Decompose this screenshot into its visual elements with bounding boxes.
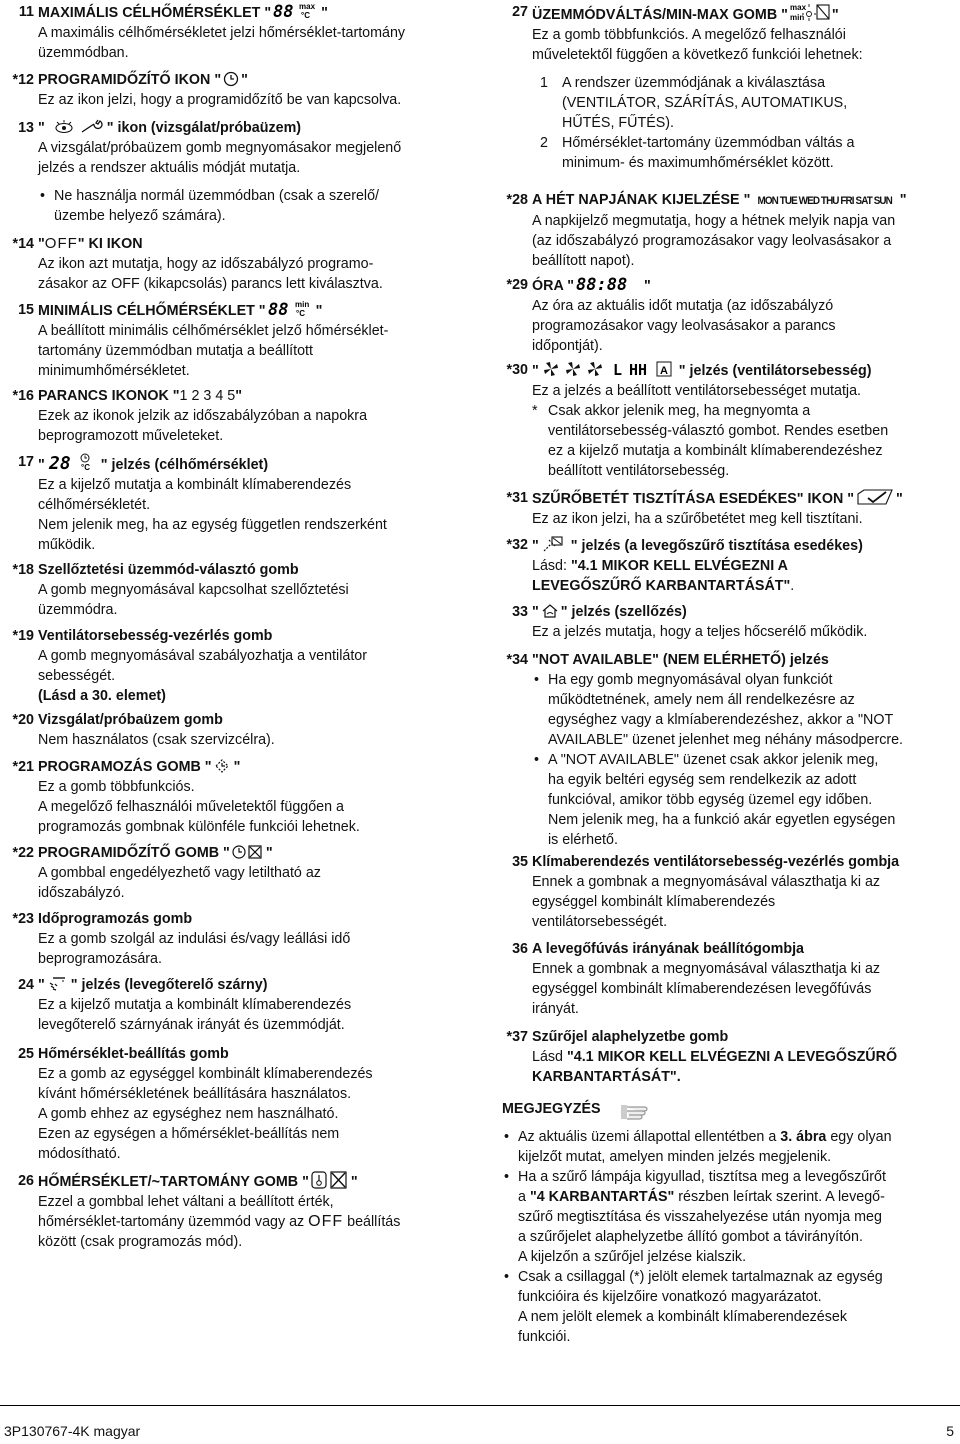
timer-onoff-icon xyxy=(232,844,264,860)
weekday-display: MON TUE WED THU FRI SAT SUN xyxy=(757,195,893,207)
svg-text:28: 28 xyxy=(48,453,71,472)
inspection-icon xyxy=(53,119,75,135)
item-35: 35 Klímaberendezés ventilátorsebesség-vezérlés gombja Ennek a gombnak a megnyomásával választhatja ki az egységgel kombinált klímaberendezés ventilátorsebességét. xyxy=(512,854,900,930)
item-16: *16 PARANCS IKONOK "1 2 3 4 5" Ezek az ikonok jelzik az időszabályzóban a napokra beprogramozott műveleteket. xyxy=(12,388,368,444)
svg-text:L: L xyxy=(612,361,622,378)
note-item: • Ha a szűrő lámpája kigyullad, tisztítsa meg a levegőszűrőt a "4 KARBANTARTÁS" részben leírtak szerint. A levegő- szűrő megtisztítása és visszahelyezése után nyomja meg a szűrőjelet alaphelyzetbe állító gombot a távirányítón. A kijelzőn a szűrőjel jelzése kialszik. xyxy=(504,1169,886,1265)
item-31: *31 SZŰRŐBETÉT TISZTÍTÁSA ESEDÉKES" IKON " " Ez az ikon jelzi, ha a szűrőbetétet meg kell tisztítani. xyxy=(506,490,903,527)
wrench-icon xyxy=(79,119,105,135)
item-28: *28 A HÉT NAPJÁNAK KIJELZÉSE " MON TUE WED THU FRI SAT SUN " A napkijelző megmutatja, hogy a hétnek melyik napja van (az időszabályzó programozásakor vagy leolvasásakor a beállított napot). xyxy=(506,192,907,269)
temp-range-icon xyxy=(311,1171,349,1189)
item-13: 13 " " ikon (vizsgálat/próbaüzem) A vizsgálat/próbaüzem gomb megnyomásakor megjelenő jelzés a rendszer aktuális módját mutatja. • Ne használja normál üzemmódban (csak a szerelő/ üzembe helyező számára). xyxy=(18,120,402,224)
notes-list xyxy=(494,1127,960,1347)
svg-text:A: A xyxy=(659,365,668,377)
svg-text:min: min xyxy=(789,13,805,22)
item-15: 15 MINIMÁLIS CÉLHŐMÉRSÉKLET " 88 min °C " A beállított minimális célhőmérséklet jelző hőmérséklet- tartomány üzemmódban mutatja a beállított minimumhőmérsékletet. xyxy=(18,300,389,379)
item-14: *14 "OFF" KI IKON Az ikon azt mutatja, hogy az időszabályzó programo- zásakor az OFF (kikapcsolás) parancs lett kiválasztva. xyxy=(12,235,383,292)
footer-divider xyxy=(0,1405,960,1406)
clock-display-icon xyxy=(576,275,642,293)
off-symbol: OFF xyxy=(308,1213,344,1230)
item-23: *23 Időprogramozás gomb Ez a gomb szolgál az indulási és/vagy leállási idő beprogramozására. xyxy=(12,911,351,967)
item-25: 25 Hőmérséklet-beállítás gomb Ez a gomb az egységgel kombinált klímaberendezés kívánt hőmérsékletének beállítására használatos. A gomb ehhez az egységhez nem használható. Ezen az egységen a hőmérséklet-beállítás nem módosítható. xyxy=(18,1046,373,1162)
item-32: *32 " " jelzés (a levegőszűrő tisztítása esedékes) Lásd: "4.1 MIKOR KELL ELVÉGEZNI A LEVEGŐSZŰRŐ KARBANTARTÁSÁT". xyxy=(506,537,863,594)
item-37: *37 Szűrőjel alaphelyzetbe gomb Lásd "4.1 MIKOR KELL ELVÉGEZNI A LEVEGŐSZŰRŐ KARBANTARTÁSÁT". xyxy=(506,1029,898,1085)
mode-minmax-icon xyxy=(790,2,830,22)
off-symbol: OFF xyxy=(44,235,78,252)
note-item: • Az aktuális üzemi állapottal ellentétben a 3. ábra egy olyan kijelzőt mutat, amelyen minden jelzés megjelenik. xyxy=(504,1129,892,1165)
item-27: 27 ÜZEMMÓDVÁLTÁS/MIN-MAX GOMB " max min " Ez a gomb többfunkciós. A megelőző felhasználói műveletektől függően a következő funkciói lehetnek: 1 A rendszer üzemmódjának a kiválasztása (VENTILÁTOR, SZÁRÍTÁS, AUTOMATIKUS, HŰTÉS, FŰTÉS). 2 Hőmérséklet-tartomány üzemmódban váltás a minimum- és maximumhőmérséklet között. xyxy=(512,3,863,171)
item-34: *34 "NOT AVAILABLE" (NEM ELÉRHETŐ) jelzés • Ha egy gomb megnyomásával olyan funkciót működtetnének, amely nem áll rendelkezésre az egységhez vagy a klmíaberendezéshez, akkor a "NOT AVAILABLE" üzenet jelenhet meg néhány másodpercre. • A "NOT AVAILABLE" üzenet csak akkor jelenik meg, ha egyik beltéri egység sem rendelkezik az adott funkcióval, amikor több egység üzemel egy időben. Nem jelenik meg, ha a funkció akár egyetlen egységen is elérhető. xyxy=(506,652,904,848)
item-29: *29 ÓRA " 88:88 " Az óra az aktuális időt mutatja (az időszabályzó programozásakor vagy leolvasásakor a parancs időpontját). xyxy=(506,275,836,354)
svg-text:88: 88 xyxy=(273,2,294,20)
svg-text:°C: °C xyxy=(80,463,90,472)
item-24: 24 " " jelzés (levegőterelő szárny) Ez a kijelző mutatja a kombinált klímaberendezés levegőterelő szárnyának irányát és üzemmódját. xyxy=(18,977,352,1033)
max-temp-display-icon xyxy=(273,2,319,20)
ventilation-icon xyxy=(541,603,559,619)
command-numbers: 1 2 3 4 5 xyxy=(179,388,236,404)
item-33: 33 " " jelzés (szellőzés) Ez a jelzés mutatja, hogy a teljes hőcserélő működik. xyxy=(512,604,868,640)
item-22: *22 PROGRAMIDŐZÍTŐ GOMB " " A gombbal engedélyezhető vagy letiltható az időszabályzó. xyxy=(12,845,321,901)
svg-text:88: 88 xyxy=(267,300,289,318)
item-20: *20 Vizsgálat/próbaüzem gomb Nem használatos (csak szervizcélra). xyxy=(12,712,275,748)
louver-icon xyxy=(47,976,69,992)
notes-heading: MEGJEGYZÉS xyxy=(502,1101,601,1117)
note-item: • Csak a csillaggal (*) jelölt elemek tartalmaznak az egység funkcióira és kijelzőire vonatkozó magyarázatot. A nem jelölt elemek a kombinált klímaberendezések funkciói. xyxy=(504,1269,883,1345)
clock-icon xyxy=(223,71,239,87)
pointing-hand-icon xyxy=(620,1099,650,1126)
svg-text:min: min xyxy=(294,300,309,309)
page-number: 5 xyxy=(946,1423,954,1439)
item-26: 26 HŐMÉRSÉKLET/~TARTOMÁNY GOMB " " Ezzel a gombbal lehet váltani a beállított érték, hőmérséklet-tartomány üzemmód vagy az OFF beállítás között (csak programozás mód). xyxy=(18,1173,401,1250)
fan-speed-icon xyxy=(541,360,677,378)
min-temp-display-icon xyxy=(268,300,314,318)
target-temp-display-icon xyxy=(47,452,99,472)
programming-icon xyxy=(214,758,232,774)
item-36: 36 A levegőfúvás irányának beállítógombja Ennek a gombnak a megnyomásával választhatja ki az egységgel kombinált klímaberendezésen levegőfúvás irányát. xyxy=(512,941,881,1017)
svg-text:°C: °C xyxy=(301,11,311,20)
item-11: 11 MAXIMÁLIS CÉLHŐMÉRSÉKLET " 88 max °C " A maximális célhőmérsékletet jelzi hőmérséklet-tartomány üzemmódban. xyxy=(18,2,406,61)
item-19: *19 Ventilátorsebesség-vezérlés gomb A gomb megnyomásával szabályozhatja a ventilátor sebességét. (Lásd a 30. elemet) xyxy=(12,628,368,704)
item-21: *21 PROGRAMOZÁS GOMB " " Ez a gomb többfunkciós. A megelőző felhasználói műveletektől függően a programozás gombnak különféle funkciói lehetnek. xyxy=(12,759,360,835)
item-12: *12 PROGRAMIDŐZÍTŐ IKON " " Ez az ikon jelzi, hogy a programidőzítő be van kapcsolva. xyxy=(12,72,402,108)
filter-clean-icon xyxy=(856,488,894,506)
item-30: *30 " L HH A " jelzés (ventilátorsebesség) Ez a jelzés a beállított ventilátorsebességet mutatja. * Csak akkor jelenik meg, ha megnyomta a ventilátorsebesség-választó gombot. Rendes esetben ez a kijelző mutatja a kombinált klímaberendezéshez beállított ventilátorsebesség. xyxy=(506,361,889,479)
svg-text:max: max xyxy=(299,2,316,11)
svg-text:max: max xyxy=(789,3,806,12)
document-code: 3P130767-4K magyar xyxy=(4,1423,141,1439)
svg-text:88:88: 88:88 xyxy=(576,275,628,293)
svg-text:HH: HH xyxy=(628,361,647,378)
item-17: 17 " 28 °C " jelzés (célhőmérséklet) Ez a kijelző mutatja a kombinált klímaberendezés célhőmérsékletét. Nem jelenik meg, ha az egység független rendszerként működik. xyxy=(18,453,387,553)
filter-due-icon xyxy=(541,535,569,553)
item-18: *18 Szellőztetési üzemmód-választó gomb A gomb megnyomásával kapcsolhat szellőztetési üzemmódra. xyxy=(12,562,349,618)
svg-text:°C: °C xyxy=(295,309,305,318)
